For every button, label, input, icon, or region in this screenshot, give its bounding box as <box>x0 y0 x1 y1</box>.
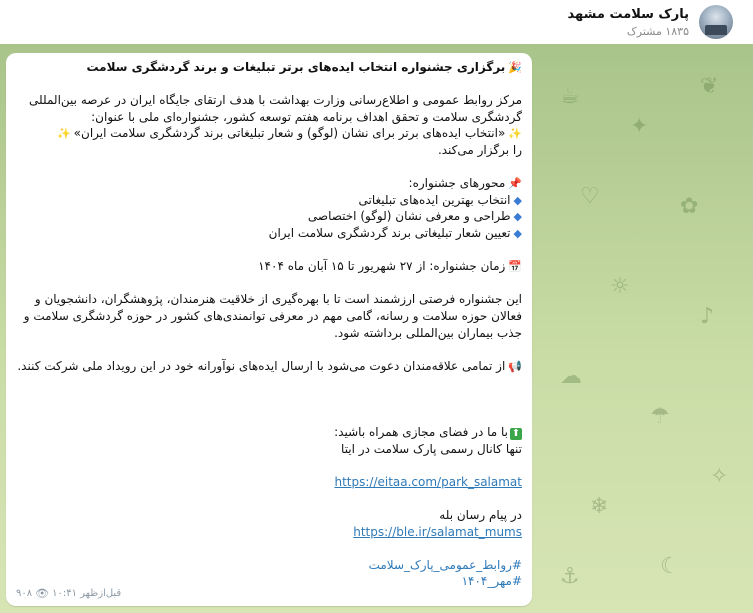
invite-line <box>14 358 522 375</box>
doodle-moon-icon: ☾ <box>660 554 680 579</box>
doodle-leaf-icon: ❦ <box>700 74 719 99</box>
doodle-sun-icon: ☼ <box>610 274 630 299</box>
axis-item-text: طراحی و معرفی نشان (لوگو) اختصاصی <box>307 209 511 224</box>
doodle-cup-icon: ☕ <box>560 84 580 109</box>
axis-item <box>14 208 522 225</box>
invite-text: از تمامی علاقه‌مندان دعوت می‌شود با ارسال ایده‌های نوآورانه خود در این رویداد ملی شرکت کنند. <box>17 358 506 373</box>
eitaa-label: تنها کانال رسمی پارک سلامت در ایتا <box>341 441 522 456</box>
eitaa-link[interactable]: https://eitaa.com/park_salamat <box>334 474 522 489</box>
party-popper-icon: 🎉 <box>508 61 522 74</box>
blue-diamond-icon: ◆ <box>513 210 522 224</box>
doodle-umbrella-icon: ☂ <box>650 404 670 429</box>
intro-line-1: مرکز روابط عمومی و اطلاع‌رسانی وزارت بهداشت با هدف ارتقای جایگاه ایران در عرصه بین‌المللی <box>29 93 522 108</box>
blue-diamond-icon: ◆ <box>513 193 522 207</box>
channel-name: پارک سلامت مشهد <box>567 6 689 22</box>
megaphone-icon: 📢 <box>508 359 522 373</box>
hashtag-mehr[interactable]: #مهر_۱۴۰۴ <box>461 574 522 589</box>
hashtag-line-1 <box>14 557 522 574</box>
intro-line-2: گردشگری سلامت و تحقق اهداف برنامه هفتم توسعه کشور، جشنواره‌ای ملی با عنوان: <box>91 109 522 124</box>
channel-info[interactable] <box>568 6 689 39</box>
post-title: برگزاری جشنواره انتخاب ایده‌های برتر تبلیغات و برند گردشگری سلامت <box>86 60 506 74</box>
doodle-star-icon: ✦ <box>630 114 649 139</box>
bale-link-line <box>14 524 522 541</box>
intro-line-3-text: «انتخاب ایده‌های برتر برای نشان (لوگو) و شعار تبلیغاتی برند گردشگری سلامت ایران» <box>73 126 506 141</box>
paragraph-line-2: فعالان حوزه سلامت و رسانه، گامی مهم در معرفی توانمندی‌های کشور در حوزه گردشگری سلامت و <box>23 308 522 323</box>
follow-line <box>14 424 522 441</box>
eye-icon: 👁 <box>35 587 50 600</box>
message-text <box>14 59 522 590</box>
blue-diamond-icon: ◆ <box>513 226 522 240</box>
doodle-heart-icon: ♡ <box>580 184 600 209</box>
pushpin-icon: 📌 <box>508 177 522 191</box>
axes-heading: محورهای جشنواره: <box>408 176 506 191</box>
festival-time-line <box>14 258 522 275</box>
sparkles-icon: ✨ <box>508 127 522 141</box>
sparkles-icon: ✨ <box>56 127 71 141</box>
follow-text: با ما در فضای مجازی همراه باشید: <box>334 425 508 440</box>
bale-label: در پیام رسان بله <box>439 508 522 523</box>
channel-header[interactable] <box>0 0 753 45</box>
doodle-anchor-icon: ⚓ <box>560 564 580 589</box>
doodle-star2-icon: ✧ <box>710 464 729 489</box>
subscriber-count: ۱۸۳۵ مشترک <box>626 24 689 38</box>
axis-item <box>14 192 522 209</box>
axis-item-text: انتخاب بهترین ایده‌های تبلیغاتی <box>358 192 511 207</box>
post-title-line <box>14 59 522 76</box>
message-time: ۱۰:۴۱ قبل‌ازظهر <box>52 588 122 599</box>
paragraph-line-1: این جشنواره فرصتی ارزشمند است تا با بهره‌گیری از خلاقیت هنرمندان، پژوهشگران، دانشجویان و <box>34 292 522 307</box>
axis-item-text: تعیین شعار تبلیغاتی برند گردشگری سلامت ایران <box>268 225 511 240</box>
channel-avatar[interactable] <box>699 5 733 39</box>
message-bubble[interactable] <box>6 53 532 606</box>
doodle-snow-icon: ❄ <box>590 494 609 519</box>
message-meta <box>16 587 121 600</box>
paragraph-line-3: جذب بیماران بین‌المللی برداشته شود. <box>334 325 522 340</box>
doodle-cloud-icon: ☁ <box>560 364 582 389</box>
up-arrow-icon: ⬆ <box>511 428 521 440</box>
axes-heading-line <box>14 175 522 192</box>
view-count: ۹۰۸ <box>16 588 33 599</box>
intro-line-4: را برگزار می‌کند. <box>437 142 522 157</box>
doodle-flower-icon: ✿ <box>680 194 699 219</box>
hashtag-public-relations[interactable]: #روابط_عمومی_پارک_سلامت <box>368 557 522 572</box>
eitaa-link-line <box>14 474 522 491</box>
intro-line-3 <box>14 125 522 142</box>
doodle-note-icon: ♪ <box>700 304 715 329</box>
calendar-icon: 📅 <box>508 260 522 274</box>
axis-item <box>14 225 522 242</box>
bale-link[interactable]: https://ble.ir/salamat_mums <box>353 524 522 539</box>
festival-time: زمان جشنواره: از ۲۷ شهریور تا ۱۵ آبان ماه ۱۴۰۴ <box>258 259 506 274</box>
